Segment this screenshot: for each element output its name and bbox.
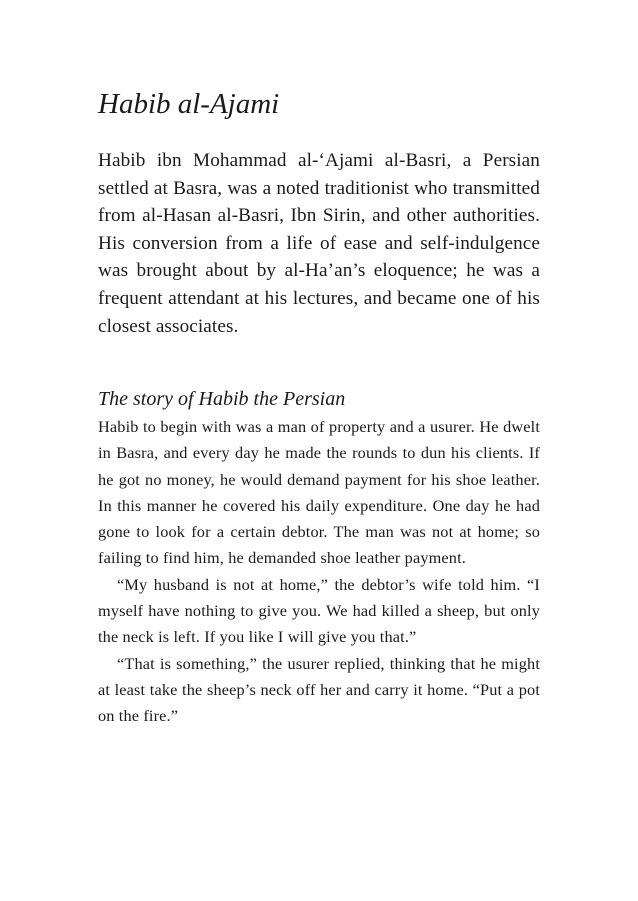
section-title: The story of Habib the Persian	[98, 388, 346, 410]
chapter-title: Habib al-Ajami	[98, 88, 280, 120]
story-paragraph: Habib to begin with was a man of property and a usurer. He dwelt in Basra, and every day he made the rounds to dun his clients. If he got no money, he would demand payment for his shoe leather. In this manner he covered his daily expenditure. One day he had gone to look for a certain debtor. The man was not at home; so failing to find him, he demanded shoe leather payment.	[98, 417, 540, 568]
story-text	[98, 414, 540, 730]
story-paragraph: “My husband is not at home,” the debtor’s wife told him. “I myself have nothing to give you. We had killed a sheep, but only the neck is left. If you like I will give you that.”	[98, 574, 540, 647]
story-paragraph: “That is something,” the usurer replied, thinking that he might at least take the sheep’s neck off her and carry it home. “Put a pot on the fire.”	[98, 653, 540, 726]
chapter-intro: Habib ibn Mohammad al-‘Ajami al-Basri, a Persian settled at Basra, was a noted traditionist who transmitted from al-Hasan al-Basri, Ibn Sirin, and other authorities. His conversion from a life of ease and self-indulgence was brought about by al-Ha’an’s eloquence; he was a frequent attendant at his lectures, and became one of his closest associates.	[98, 150, 540, 337]
